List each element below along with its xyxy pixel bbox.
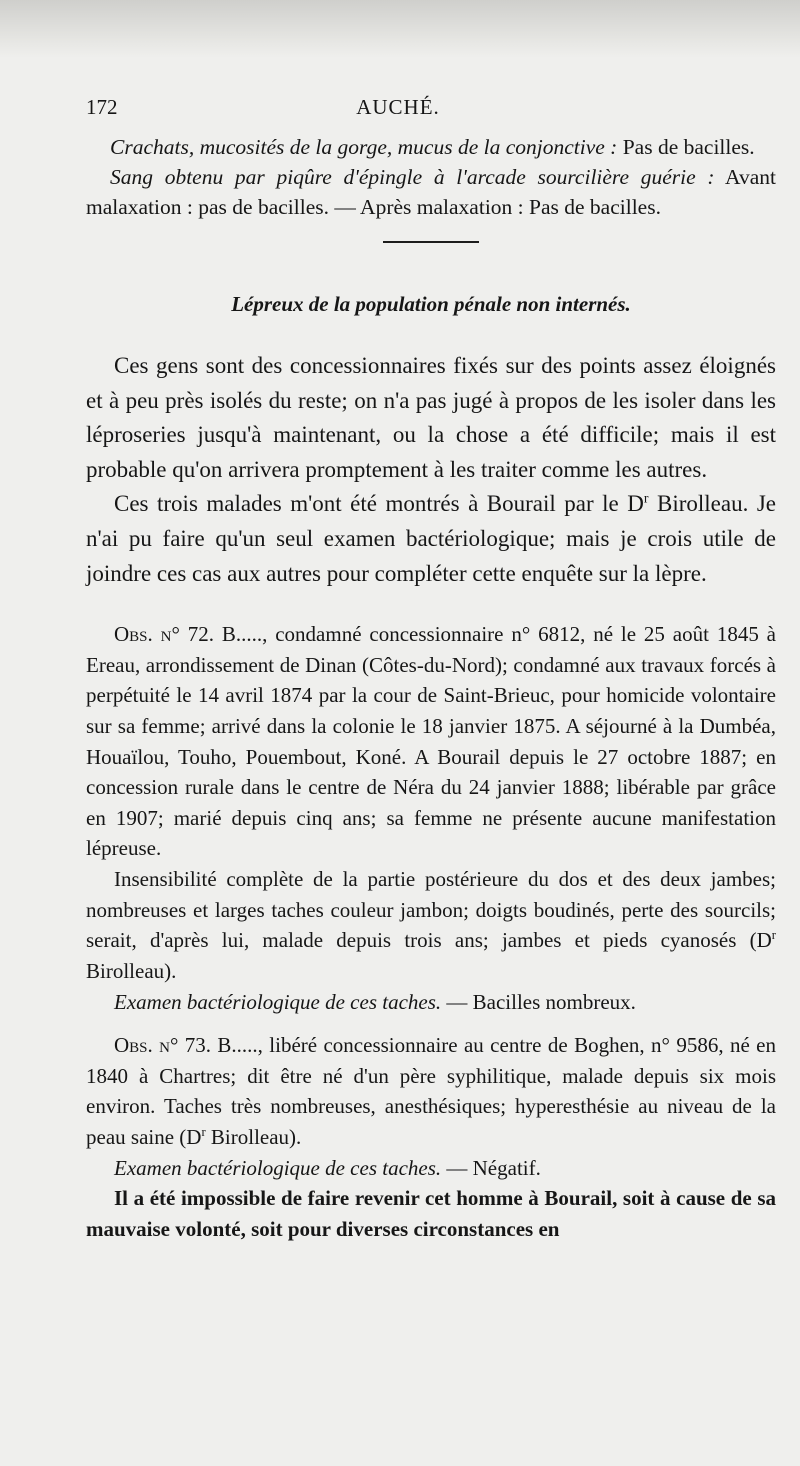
observation-72 <box>86 619 776 1018</box>
scan-shadow <box>0 0 800 58</box>
exam-line <box>86 986 776 1018</box>
section-divider <box>383 241 479 243</box>
observation-text: Insensibilité complète de la partie postérieure du dos et des deux jambes; nombreuses et larges taches couleur jambon; doigts boudinés, perte des sourcils; serait, d'après lui, malade depuis trois ans; jambes et pieds cyanosés (D <box>86 866 776 953</box>
superscript: r <box>201 1125 206 1140</box>
exam-line <box>86 1153 776 1184</box>
intro-paragraph <box>86 162 776 222</box>
observation-paragraph: Il a été impossible de faire revenir cet homme à Bourail, soit à cause de sa mauvaise volonté, soit pour diverses circonstances en <box>86 1186 776 1241</box>
exam-italic: Examen bactériologique de ces taches. <box>114 1155 442 1180</box>
body-paragraph: Ces gens sont des concessionnaires fixés sur des points assez éloignés et à peu près isolés du reste; on n'a pas jugé à propos de les isoler dans les léproseries jusqu'à maintenant, ou la chose a été difficile; mais il est probable qu'on arrivera promptement à les traiter comme les autres. <box>86 353 776 482</box>
observation-label: Obs. n° 73. <box>114 1033 212 1058</box>
intro-italic: Crachats, mucosités de la gorge, mucus de la conjonctive : <box>110 135 618 159</box>
observation-paragraph <box>86 864 776 986</box>
body-paragraph <box>86 487 776 591</box>
intro-text: Pas de bacilles. <box>617 135 755 159</box>
intro-block <box>86 132 776 222</box>
observation-73 <box>86 1030 776 1244</box>
superscript: r <box>771 928 776 943</box>
observation-text: Birolleau). <box>86 958 177 983</box>
page-number: 172 <box>86 95 118 119</box>
exam-italic: Examen bactériologique de ces taches. <box>114 990 442 1015</box>
intro-text: Avant malaxation : pas de bacilles. — Après malaxation : Pas de bacilles. <box>86 165 776 219</box>
page-content <box>86 132 776 1244</box>
exam-result: — Négatif. <box>441 1155 541 1180</box>
body-text: Birolleau. Je n'ai pu faire qu'un seul examen bactériologique; mais je crois utile de joindre ces cas aux autres pour compléter cette enquête sur la lèpre. <box>86 491 777 586</box>
body-text: Ces trois malades m'ont été montrés à Bourail par le D <box>114 491 644 517</box>
observation-paragraph <box>86 619 776 864</box>
observation-text: B....., libéré concessionnaire au centre de Boghen, n° 9586, né en 1840 à Chartres; dit être né d'un père syphilitique, malade depuis six mois environ. Taches très nombreuses, anesthésiques; hyperesthésie au niveau de la peau saine (D <box>86 1033 776 1150</box>
page-header <box>86 95 770 125</box>
section-title: Lépreux de la population pénale non internés. <box>231 292 631 316</box>
observation-text: B....., condamné concessionnaire n° 6812, né le 25 août 1845 à Ereau, arrondissement de Dinan (Côtes-du-Nord); condamné aux travaux forcés à perpétuité le 14 avril 1874 par la cour de Saint-Brieuc, pour homicide volontaire sur sa femme; arrivé dans la colonie le 18 janvier 1875. A séjourné à la Dumbéa, Houaïlou, Touho, Pouembout, Koné. A Bourail depuis le 27 octobre 1887; en concession rurale dans le centre de Néra du 24 janvier 1888; libérable par grâce en 1907; marié depuis cinq ans; sa femme ne présente aucune manifestation lépreuse. <box>86 622 777 861</box>
body-block <box>86 349 776 591</box>
observation-paragraph <box>86 1030 776 1152</box>
running-title: AUCHÉ. <box>356 95 440 119</box>
observation-label: Obs. n° 72. <box>114 622 214 647</box>
exam-result: — Bacilles nombreux. <box>441 990 636 1015</box>
intro-italic: Sang obtenu par piqûre d'épingle à l'arcade sourcilière guérie : <box>110 165 715 189</box>
superscript: r <box>643 490 649 506</box>
intro-paragraph <box>86 132 776 162</box>
observation-text: Birolleau). <box>205 1125 302 1150</box>
